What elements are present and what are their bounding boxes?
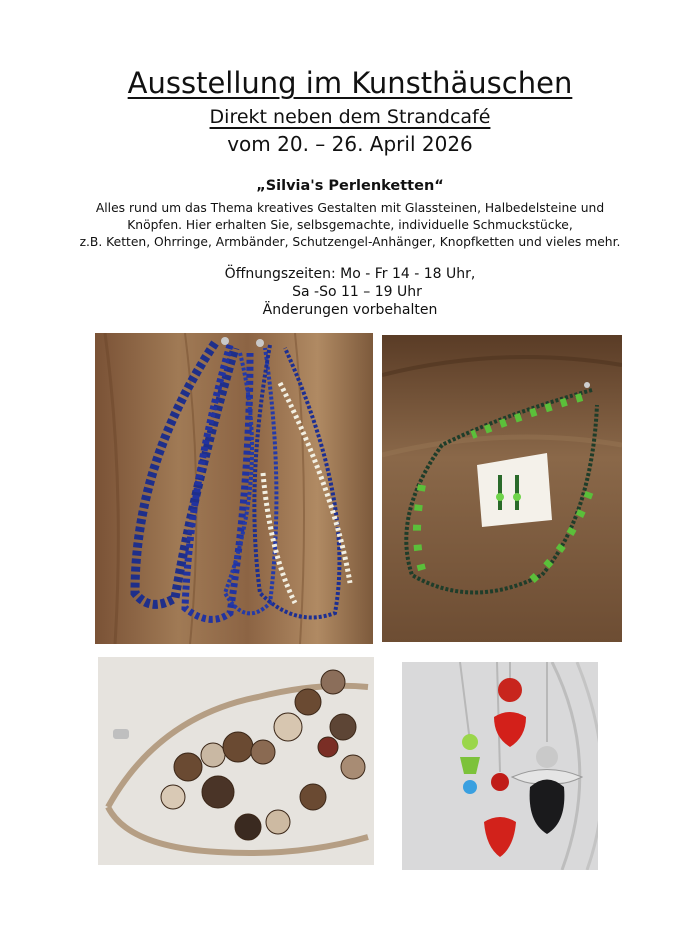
photo-green-necklace xyxy=(382,335,622,642)
photo-button-bracelet xyxy=(98,657,374,865)
description-line: z.B. Ketten, Ohrringe, Armbänder, Schutzengel-Anhänger, Knopfketten und vieles mehr. xyxy=(79,235,621,249)
hours-note: Änderungen vorbehalten xyxy=(262,302,438,318)
description-line: Knöpfen. Hier erhalten Sie, selbsgemachte, individuelle Schmuckstücke, xyxy=(127,218,573,232)
description-line: Alles rund um das Thema kreatives Gestalten mit Glassteinen, Halbedelsteine und xyxy=(95,201,605,215)
poster-subtitle: Direkt neben dem Strandcafé xyxy=(209,106,491,128)
photo-angel-pendants xyxy=(402,662,598,870)
section-heading: „Silvia's Perlenketten“ xyxy=(256,178,444,194)
photo-blue-necklaces xyxy=(95,333,373,644)
opening-hours xyxy=(0,265,700,319)
poster-title: Ausstellung im Kunsthäuschen xyxy=(127,66,573,100)
description xyxy=(40,200,660,251)
exhibition-dates: vom 20. – 26. April 2026 xyxy=(227,132,473,156)
hours-weekday: Öffnungszeiten: Mo - Fr 14 - 18 Uhr, xyxy=(224,266,476,282)
hours-weekend: Sa -So 11 – 19 Uhr xyxy=(292,284,422,300)
